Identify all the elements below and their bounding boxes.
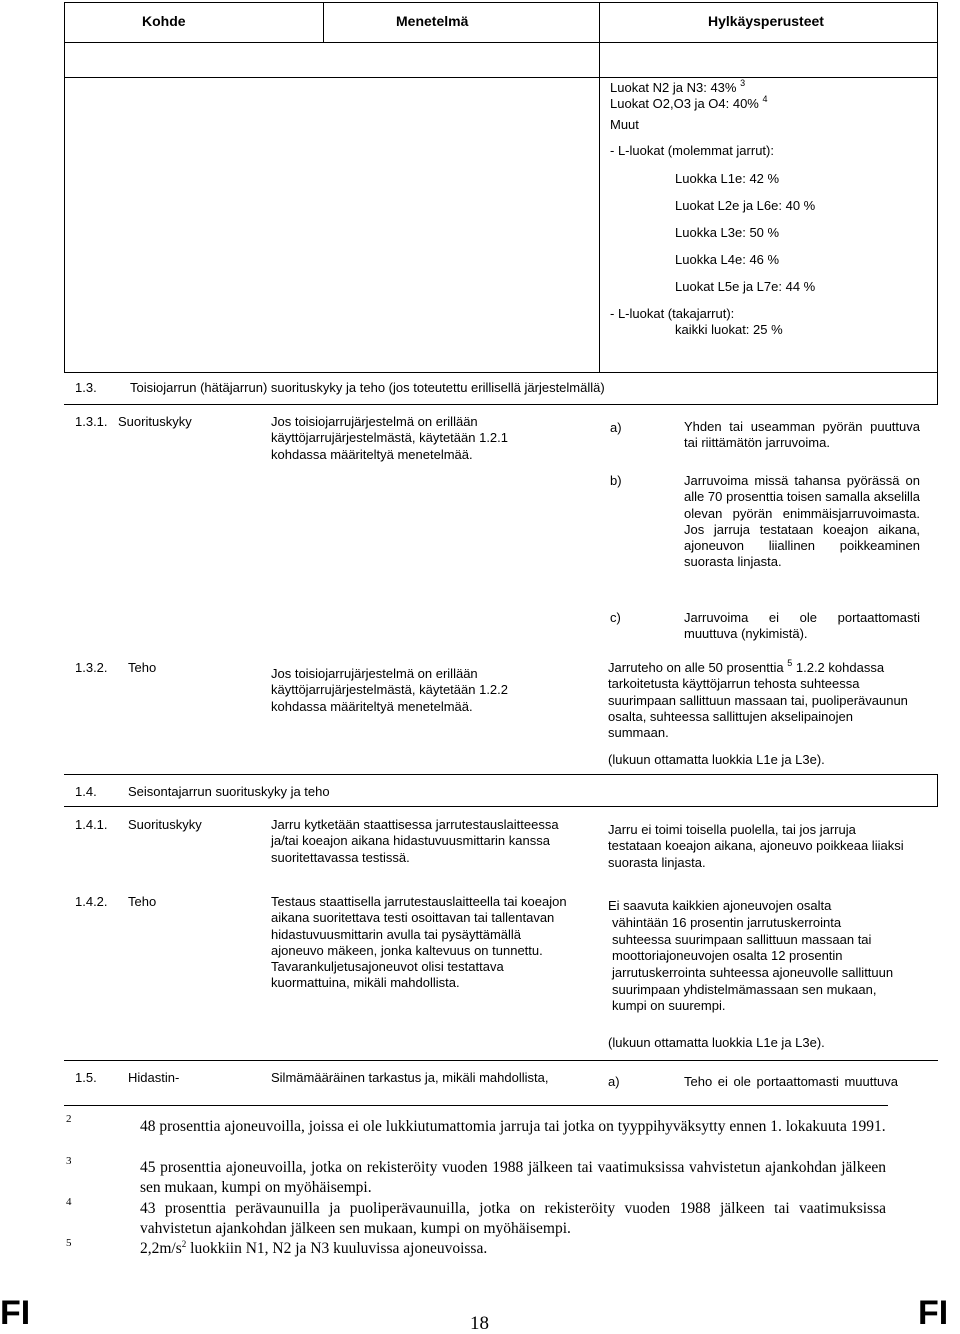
criteria-o-classes: Luokat O2,O3 ja O4: 40% $^4$ <box>610 94 768 111</box>
criteria-l-both-heading: - L-luokat (molemmat jarrut): <box>610 143 774 158</box>
item-text-c: Jarruvoima ei ole portaattomasti muuttuva (nykimistä). <box>684 610 920 642</box>
row-1-5-label: a) <box>608 1074 620 1089</box>
item-label-a: a) <box>610 420 622 435</box>
row-1-4-2-criteria-line: moottoriajoneuvojen osalta 12 prosentin <box>612 948 843 963</box>
header-bottom-border <box>64 77 938 78</box>
footnote-number: 4 <box>66 1196 72 1208</box>
row-1-5-top <box>64 1060 938 1061</box>
section-1-3-bottom <box>64 404 938 405</box>
criteria-l-item: Luokka L3e: 50 % <box>675 225 780 240</box>
footnote-separator <box>64 1105 888 1106</box>
item-text-a: Yhden tai useamman pyörän puuttuva tai riittämätön jarruvoima. <box>684 419 920 451</box>
section-1-3-top <box>64 372 938 373</box>
footnote-text: 43 prosenttia perävaunuilla ja puoliperävaunuilla, jotka on rekisteröity vuoden 1988 jälkeen tai vaatimuksissa vahvistetun ajankohdan jälkeen sen mukaan, kumpi on myöhäisempi. <box>140 1200 886 1237</box>
table-top-border <box>64 2 938 3</box>
criteria-l-rear-heading: - L-luokat (takajarrut): <box>610 306 735 321</box>
header-menetelma: Menetelmä <box>396 13 469 29</box>
row-1-5-number: 1.5. <box>75 1070 97 1085</box>
row-1-4-1-method: Jarru kytketään staattisessa jarrutestauslaitteessa ja/tai koeajon aikana hidastuvuusmittarin kanssa suoritettavassa testissä. <box>271 817 559 865</box>
table-left-border <box>64 2 65 372</box>
row-1-4-1-criteria: Jarru ei toimi toisella puolella, tai jos jarruja testataan koeajon aikana, ajoneuvo poikkeaa liiaksi suorasta linjasta. <box>608 822 904 870</box>
row-1-5-method: Silmämääräinen tarkastus ja, mikäli mahdollista, <box>271 1070 549 1085</box>
row-1-4-2-criteria-line: vähintään 16 prosentin jarrutuskerrointa <box>612 915 842 930</box>
row-1-3-2-name: Teho <box>128 660 157 675</box>
criteria-l-item: Luokka L4e: 46 % <box>675 252 780 267</box>
row-1-4-2-criteria-line: jarrutuskerrointa suhteessa ajoneuvolle sallittuun <box>612 965 894 980</box>
row-1-3-1-name: Suorituskyky <box>118 414 192 429</box>
section-1-4-bottom <box>64 806 938 807</box>
footnote-number: 2 <box>66 1113 72 1125</box>
col-divider-top <box>599 2 600 372</box>
section-1-4-right <box>937 774 938 807</box>
header-col-divider-1 <box>323 2 324 42</box>
row-1-4-2-criteria-line: suurimpaan yhdistelmämassaan sen mukaan, <box>612 982 877 997</box>
row-1-5-criteria: Teho ei ole portaattomasti muuttuva <box>684 1074 898 1089</box>
footnote-text: $2,2m/s^2$ luokkiin N1, N2 ja N3 kuuluvissa ajoneuvoissa. <box>140 1239 488 1257</box>
footnote-text: 48 prosenttia ajoneuvoilla, joissa ei ole lukkiutumattomia jarruja tai jotka on tyyppihyväksytty ennen 1. lokakuuta 1991. <box>140 1118 886 1135</box>
footer-language-left: FI <box>0 1294 31 1332</box>
header-hylkaysperusteet: Hylkäysperusteet <box>708 13 824 29</box>
row-1-5-name: Hidastin- <box>128 1070 180 1085</box>
criteria-l-item: Luokat L2e ja L6e: 40 % <box>675 198 816 213</box>
footnote-number: 3 <box>66 1155 72 1167</box>
row-1-4-1-name: Suorituskyky <box>128 817 202 832</box>
criteria-n2-n3: Luokat N2 ja N3: 43% $^3$ <box>610 78 746 95</box>
header-divider <box>64 42 938 43</box>
criteria-l-item: Luokka L1e: 42 % <box>675 171 780 186</box>
section-1-4-title: Seisontajarrun suorituskyky ja teho <box>128 784 330 799</box>
page-number: 18 <box>470 1313 489 1334</box>
item-text-b: Jarruvoima missä tahansa pyörässä on alle 70 prosenttia toisen samalla akselilla olevan pyörän enimmäisjarruvoimasta. Jos jarruja testataan koeajon aikana, ajoneuvon liiallinen poikkeaminen suorasta linjasta. <box>684 473 920 570</box>
section-1-3-right <box>937 372 938 405</box>
row-1-4-2-method: Testaus staattisella jarrutestauslaitteella tai koeajon aikana suoritettava testi osoittavan tai tallentavan hidastuvuusmittarin avulla tai pysäyttämällä ajoneuvo mäkeen, jonka kaltevuus on tunnettu. Tavarankuljetusajoneuvot olisi testattava kuormattuina, mikäli mahdollista. <box>271 894 567 991</box>
criteria-l-rear-item: kaikki luokat: 25 % <box>675 322 783 337</box>
footnote-number: 5 <box>66 1237 72 1249</box>
row-1-3-2-number: 1.3.2. <box>75 660 108 675</box>
section-1-3-title: Toisiojarrun (hätäjarrun) suorituskyky ja teho (jos toteutettu erillisellä järjestelmällä) <box>130 380 605 395</box>
criteria-other: Muut <box>610 117 639 132</box>
footnote-text: 45 prosenttia ajoneuvoilla, jotka on rekisteröity vuoden 1988 jälkeen tai vaatimuksissa vahvistetun ajankohdan jälkeen sen mukaan, kumpi on myöhäisempi. <box>140 1159 886 1196</box>
row-1-4-2-note: (lukuun ottamatta luokkia L1e ja L3e). <box>608 1035 825 1050</box>
row-1-3-2-note: (lukuun ottamatta luokkia L1e ja L3e). <box>608 752 825 767</box>
item-label-b: b) <box>610 473 622 488</box>
row-1-4-2-name: Teho <box>128 894 157 909</box>
section-1-4-number: 1.4. <box>75 784 97 799</box>
section-1-4-top <box>64 774 938 775</box>
row-1-4-2-number: 1.4.2. <box>75 894 108 909</box>
row-1-3-2-method: Jos toisiojarrujärjestelmä on erillään käyttöjarrujärjestelmästä, käytetään 1.2.2 kohdassa määriteltyä menetelmää. <box>271 666 509 714</box>
row-1-4-1-number: 1.4.1. <box>75 817 108 832</box>
item-label-c: c) <box>610 610 621 625</box>
table-right-border <box>937 2 938 372</box>
row-1-3-1-number: 1.3.1. <box>75 414 108 429</box>
row-1-3-1-method: Jos toisiojarrujärjestelmä on erillään käyttöjarrujärjestelmästä, käytetään 1.2.1 kohdassa määriteltyä menetelmää. <box>271 414 509 462</box>
row-1-4-2-criteria-line: Ei saavuta kaikkien ajoneuvojen osalta <box>608 898 832 913</box>
section-1-3-number: 1.3. <box>75 380 97 395</box>
row-1-4-2-criteria-line: suhteessa suurimpaan sallittuun massaan tai <box>612 932 872 947</box>
row-1-4-2-criteria-line: kumpi on suurempi. <box>612 998 726 1013</box>
footer-language-right: FI <box>918 1294 949 1332</box>
criteria-l-item: Luokat L5e ja L7e: 44 % <box>675 279 816 294</box>
header-kohde: Kohde <box>142 13 186 29</box>
row-1-3-2-criteria: Jarruteho on alle 50 prosenttia $^5$ 1.2.2 kohdassa tarkoitetusta käyttöjarrun tehosta suhteessa suurimpaan sallittuun massaan tai, puoliperävaunun osalta, suhteessa sallittujen akselipainojen summaan. <box>608 658 908 741</box>
